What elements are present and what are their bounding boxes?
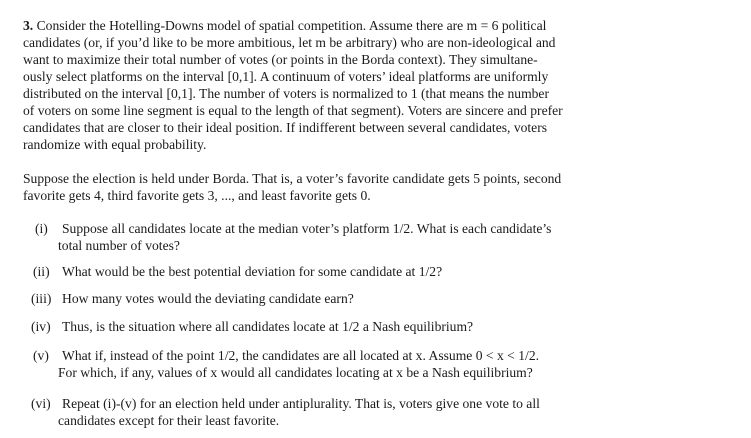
- item-iii-line-1: How many votes would the deviating candidate earn?: [62, 291, 354, 306]
- item-vi-line-2: candidates except for their least favorite.: [58, 413, 280, 428]
- item-label-i: (i): [35, 221, 48, 236]
- intro-line-4: ously select platforms on the interval [0,1]. A continuum of voters’ ideal platforms are uniformly: [23, 69, 549, 84]
- problem-number: 3.: [23, 18, 34, 33]
- intro-line-1: [23, 17, 546, 34]
- item-iv-line-1: Thus, is the situation where all candidates locate at 1/2 a Nash equilibrium?: [62, 319, 474, 334]
- borda-line-2: favorite gets 4, third favorite gets 3, ..., and least favorite gets 0.: [23, 188, 371, 203]
- intro-line-8: randomize with equal probability.: [23, 137, 207, 152]
- item-label-v: (v): [33, 348, 49, 363]
- item-label-ii: (ii): [33, 264, 50, 279]
- intro-line-7: candidates that are closer to their ideal position. If indifferent between several candidates, voters: [23, 120, 548, 135]
- intro-line-5: distributed on the interval [0,1]. The number of voters is normalized to 1 (that means the number: [23, 86, 549, 101]
- item-v-line-2: For which, if any, values of x would all candidates locating at x be a Nash equilibrium?: [58, 365, 533, 380]
- item-label-vi: (vi): [31, 396, 51, 411]
- item-vi-line-1: Repeat (i)-(v) for an election held under antiplurality. That is, voters give one vote to all: [62, 396, 540, 411]
- item-i-line-1: Suppose all candidates locate at the median voter’s platform 1/2. What is each candidate’s: [62, 221, 552, 236]
- item-v-line-1: What if, instead of the point 1/2, the candidates are all located at x. Assume 0 < x < 1/2.: [62, 348, 540, 363]
- intro-line-6: of voters on some line segment is equal to the length of that segment). Voters are sincere and prefer: [23, 103, 563, 118]
- item-i-line-2: total number of votes?: [58, 238, 180, 253]
- item-ii-line-1: What would be the best potential deviation for some candidate at 1/2?: [62, 264, 443, 279]
- item-label-iii: (iii): [31, 291, 52, 306]
- intro-line-2: candidates (or, if you’d like to be more ambitious, let m be arbitrary) who are non-ideological and: [23, 35, 556, 50]
- item-label-iv: (iv): [31, 319, 51, 334]
- intro-line-3: want to maximize their total number of votes (or points in the Borda context). They simultane-: [23, 52, 538, 67]
- borda-line-1: Suppose the election is held under Borda. That is, a voter’s favorite candidate gets 5 points, second: [23, 171, 562, 186]
- intro-text-1: Consider the Hotelling-Downs model of spatial competition. Assume there are m = 6 political: [36, 18, 547, 33]
